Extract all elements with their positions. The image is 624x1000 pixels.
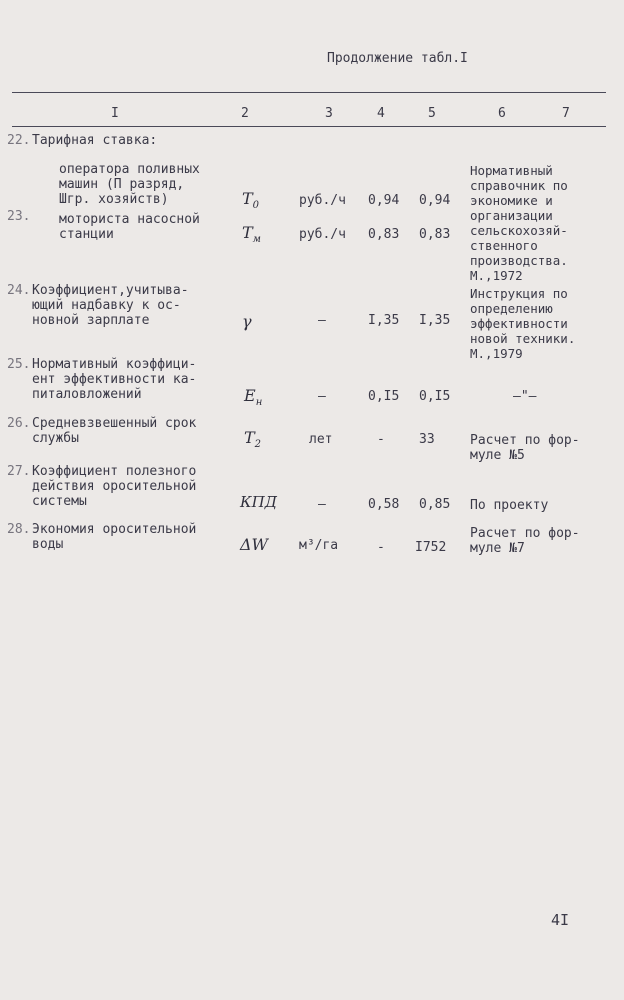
row-value-col4: 0,94 <box>368 193 400 208</box>
row-unit: – <box>318 313 326 328</box>
column-header: 3 <box>325 106 333 121</box>
row-unit: – <box>318 497 326 512</box>
row-source: Нормативный справочник по экономике и организации сельскохозяй- ственного производства. М.,1972 <box>470 163 568 283</box>
row-unit: лет <box>309 432 333 447</box>
page-number: 4I <box>551 911 570 929</box>
row-value-col5: I,35 <box>419 313 451 328</box>
row-symbol: γ <box>242 312 252 331</box>
row-value-col5: I752 <box>415 540 447 555</box>
table-top-rule <box>12 92 606 93</box>
row-label: Тарифная ставка: <box>32 133 158 148</box>
row-label: Средневзвешенный срок службы <box>32 416 197 446</box>
row-symbol: $T_м$ <box>242 223 261 246</box>
row-unit: руб./ч <box>299 227 346 242</box>
row-value-col4: - <box>377 432 385 447</box>
row-number: 27. <box>7 464 31 479</box>
row-value-col5: 0,85 <box>419 497 451 512</box>
row-source: –"– <box>513 389 537 404</box>
column-header: 4 <box>377 106 385 121</box>
row-value-col5: 0,83 <box>419 227 451 242</box>
continuation-caption: Продолжение табл.I <box>327 51 468 66</box>
column-header: 6 <box>498 106 506 121</box>
header-bottom-rule <box>12 126 606 127</box>
row-number: 25. <box>7 357 31 372</box>
row-label: Коэффициент,учитыва- ющий надбавку к ос- новной зарплате <box>32 283 189 328</box>
row-value-col4: 0,58 <box>368 497 400 512</box>
row-value-col4: - <box>377 540 385 555</box>
row-number: 22. <box>7 133 31 148</box>
row-symbol: $T_2$ <box>244 428 262 451</box>
row-unit: – <box>318 389 326 404</box>
row-label: Нормативный коэффици- ент эффективности ка- питаловложений <box>32 357 197 402</box>
row-symbol: $E_н$ <box>244 386 263 409</box>
row-value-col4: 0,I5 <box>368 389 400 404</box>
row-source: Расчет по фор- муле №5 <box>470 433 580 463</box>
row-unit: руб./ч <box>299 193 346 208</box>
row-unit: м³/га <box>299 538 339 553</box>
row-source: По проекту <box>470 498 549 513</box>
row-symbol: ΔW <box>240 535 268 554</box>
column-header: 2 <box>241 106 249 121</box>
row-source: Расчет по фор- муле №7 <box>470 526 580 556</box>
row-value-col4: 0,83 <box>368 227 400 242</box>
row-number: 23. <box>7 209 31 224</box>
column-header: I <box>111 106 119 121</box>
row-value-col4: I,35 <box>368 313 400 328</box>
row-value-col5: 0,I5 <box>419 389 451 404</box>
row-number: 26. <box>7 416 31 431</box>
row-symbol: $T_0$ <box>242 189 260 212</box>
column-header: 5 <box>428 106 436 121</box>
row-value-col5: 33 <box>419 432 435 447</box>
row-source: Инструкция по определению эффективности новой техники. М.,1979 <box>470 286 576 361</box>
row-label: Экономия оросительной воды <box>32 522 197 552</box>
row-number: 28. <box>7 522 31 537</box>
row-label: моториста насосной станции <box>59 212 200 242</box>
row-value-col5: 0,94 <box>419 193 451 208</box>
row-symbol: КПД <box>240 493 277 511</box>
row-label: оператора поливных машин (П разряд, Шгр. хозяйств) <box>59 162 200 207</box>
row-number: 24. <box>7 283 31 298</box>
row-label: Коэффициент полезного действия оросительной системы <box>32 464 197 509</box>
column-header: 7 <box>562 106 570 121</box>
